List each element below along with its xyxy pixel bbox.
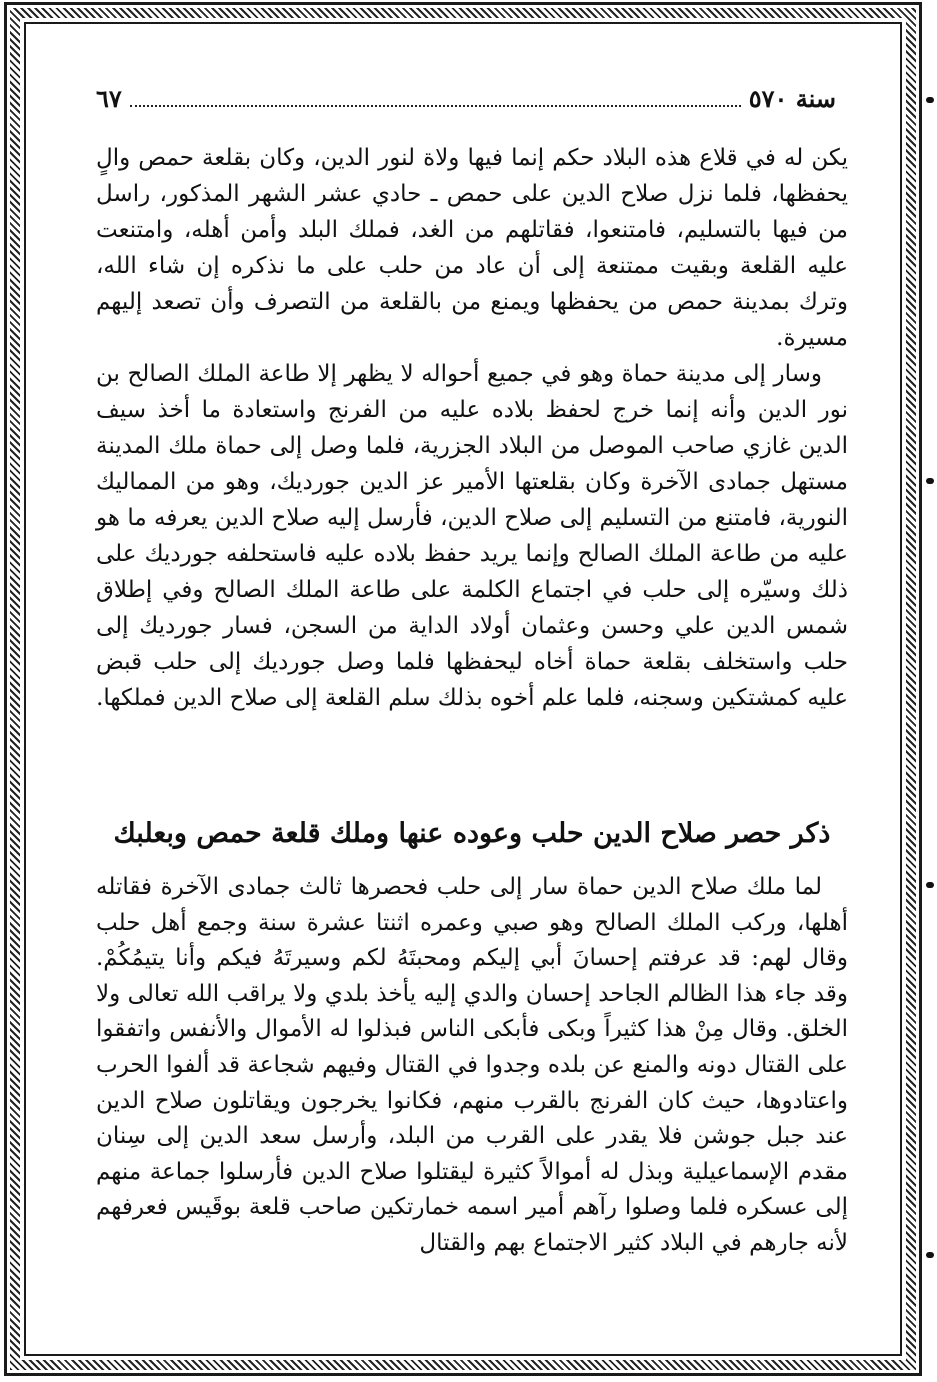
section-heading: ذكر حصر صلاح الدين حلب وعوده عنها وملك قلعة حمص وبعلبك bbox=[113, 818, 831, 849]
margin-mark bbox=[926, 478, 934, 484]
paragraph: وسار إلى مدينة حماة وهو في جميع أحواله لا يظهر إلا طاعة الملك الصالح بن نور الدين وأنه إنما خرج لحفظ بلاده عليه من الفرنج واستعادة ما أخذ سيف الدين غازي صاحب الموصل من البلاد الجزرية، فلما وصل إلى حماة ملك المدينة مستهل جمادى الآخرة وكان بقلعتها الأمير عز الدين جورديك، وهو من المماليك النورية، فامتنع من التسليم إلى صلاح الدين، فأرسل إليه صلاح الدين يعرفه ما هو عليه من طاعة الملك الصالح وإنما يريد حفظ بلاده عليه فاستحلفه جورديك على ذلك وسيّره إلى حلب في اجتماع الكلمة على طاعة الملك الصالح وفي إطلاق شمس الدين علي وحسن وعثمان أولاد الداية من السجن، فسار جورديك إلى حلب واستخلف بقلعة حماة أخاه ليحفظها فلما وصل جورديك إلى حلب قبض عليه كمشتكين وسجنه، فلما علم أخوه بذلك سلم القلعة إلى صلاح الدين فملكها. bbox=[96, 361, 849, 711]
section2-text bbox=[96, 870, 848, 1262]
paragraph: يكن له في قلاع هذه البلاد حكم إنما فيها ولاة لنور الدين، وكان بقلعة حمص والٍ يحفظها، فلما نزل صلاح الدين على حمص ـ حادي عشر الشهر المذكور، راسل من فيها بالتسليم، فامتنعوا، فقاتلهم من الغد، فملك البلد وأمن أهله، وامتنعت عليه القلعة وبقيت ممتنعة إلى أن عاد من حلب على ما نذكره إن شاء الله، وترك بمدينة حمص من يحفظها ويمنع من بالقلعة من التصرف وأن تصعد إليهم مسيرة. bbox=[96, 145, 848, 351]
margin-mark bbox=[926, 1252, 934, 1258]
header-year: سنة ٥٧٠ bbox=[748, 84, 836, 113]
header-leader-dots bbox=[130, 105, 741, 107]
paragraph: لما ملك صلاح الدين حماة سار إلى حلب فحصرها ثالث جمادى الآخرة فقاتله أهلها، وركب الملك الصالح وهو صبي وعمره اثنتا عشرة سنة وجمع أهل حلب وقال لهم: قد عرفتم إحسانَ أبي إليكم ومحبتَهُ لكم وسيرتَهُ فيكم وأنا يتيمُكُمْ. وقد جاء هذا الظالم الجاحد إحسان والدي إليه يأخذ بلدي ولا يراقب الله تعالى ولا الخلق. وقال مِنْ هذا كثيراً وبكى فأبكى الناس فبذلوا له الأموال والأنفس واتفقوا على القتال دونه والمنع عن بلده وجدوا في القتال وفيهم شجاعة قد ألفوا الحرب واعتادوها، حيث كان الفرنج بالقرب منهم، فكانوا يخرجون ويقاتلون صلاح الدين عند جبل جوشن فلا يقدر على القرب من البلد، وأرسل سعد الدين إلى سِنان مقدم الإسماعيلية وبذل له أموالاً كثيرة ليقتلوا صلاح الدين فأرسلوا جماعة منهم إلى عسكره فلما وصلوا رآهم أمير اسمه خمارتكين صاحب قلعة بوقَيس فعرفهم لأنه جارهم في البلاد كثير الاجتماع بهم والقتال bbox=[96, 874, 848, 1256]
running-header bbox=[96, 84, 836, 124]
margin-mark bbox=[926, 97, 934, 103]
margin-mark bbox=[926, 882, 934, 888]
section1-text bbox=[96, 140, 848, 716]
page-number: ٦٧ bbox=[96, 84, 122, 113]
